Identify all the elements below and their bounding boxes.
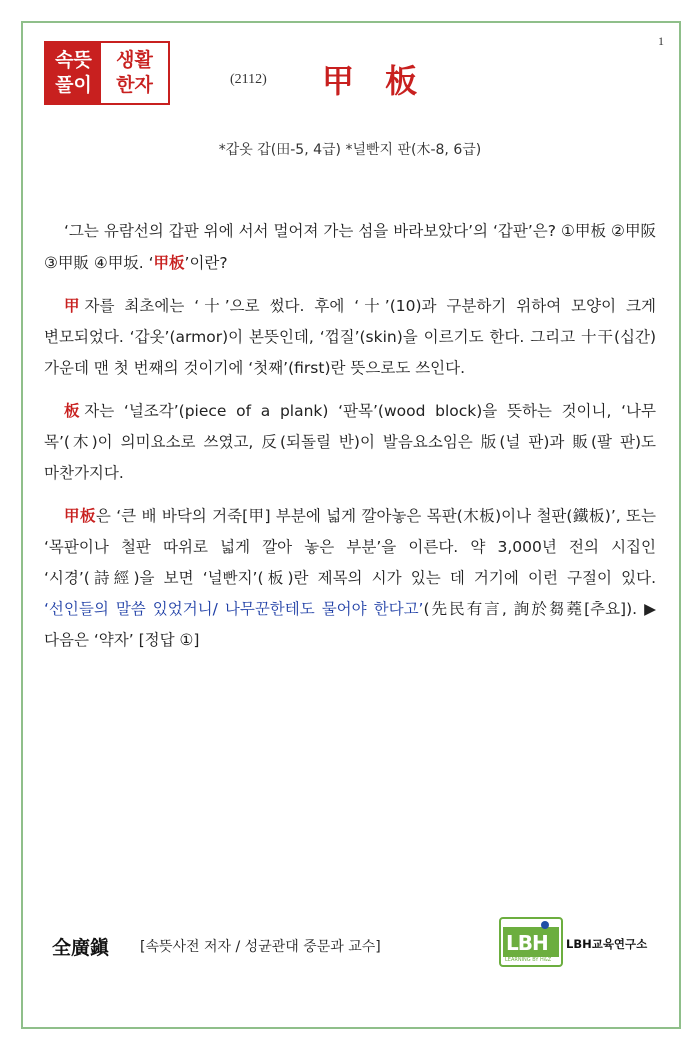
logo-text: 속뜻	[55, 49, 92, 71]
author-name: 全廣鎭	[52, 937, 110, 959]
paragraph-text: ‘그는 유람선의 갑판 위에 서서 멀어져 가는 섬을 바라보았다’의 ‘갑판’은? ①甲板 ②甲阪 ③甲販 ④甲坂. ‘	[44, 222, 656, 272]
lbh-logo-tagline: LEARNING BY H&Z	[505, 957, 552, 963]
logo-left-block	[46, 43, 101, 103]
paragraph-gap	[44, 290, 656, 384]
character-info: *갑옷 갑(田-5, 4급) *널빤지 판(木-8, 6급)	[218, 142, 482, 158]
logo-text: 한자	[116, 74, 153, 96]
paragraph-text: 자는 ‘널조각’(piece of a plank) ‘판목’(wood block)을 뜻하는 것이니, ‘나무 목’(木)이 의미요소로 쓰였고, 反(되돌릴 반)이 발음요소임은 版(널 판)과 販(팔 판)도 마찬가지다.	[44, 402, 656, 482]
lbh-logo-text: LBH	[506, 931, 548, 955]
article-body	[44, 216, 656, 667]
series-logo	[44, 41, 170, 105]
lbh-logo	[499, 917, 563, 967]
paragraph-gappan	[44, 500, 656, 656]
paragraph-pan	[44, 395, 656, 489]
poem-quote: ‘선인들의 말씀 있었거니/ 나무꾼한테도 물어야 한다고’	[44, 600, 424, 618]
author-credit: [속뜻사전 저자 / 성균관대 중문과 교수]	[140, 939, 381, 955]
highlight-term: 甲	[64, 296, 85, 315]
paragraph-question	[44, 216, 656, 279]
highlight-term: 甲板	[153, 253, 185, 272]
article-code: (2112)	[230, 72, 267, 87]
page-number: 1	[658, 34, 664, 48]
logo-text: 생활	[116, 49, 153, 71]
logo-text: 풀이	[55, 74, 92, 96]
paragraph-text: 은 ‘큰 배 바닥의 거죽[甲] 부분에 넓게 깔아놓은 목판(木板)이나 철판(鐵板)’, 또는 ‘목판이나 철판 따위로 넓게 깔아 놓은 부분’을 이른다. 약 3,000년 전의 시집인 ‘시경’(詩經)을 보면 ‘널빤지’(板)란 제목의 시가 있는 데 거기에 이런 구절이 있다.	[44, 507, 656, 587]
paragraph-text: 자를 최초에는 ‘十’으로 썼다. 후에 ‘十’(10)과 구분하기 위하여 모양이 크게 변모되었다. ‘갑옷’(armor)이 본뜻인데, ‘껍질’(skin)을 이르기도 한다. 그리고 十干(십간) 가운데 맨 첫 번째의 것이기에 ‘첫째’(first)란 뜻으로도 쓰인다.	[44, 297, 656, 377]
page-title: 甲 板	[322, 62, 428, 100]
logo-right-block	[101, 43, 168, 103]
paragraph-text: ’이란?	[184, 254, 228, 272]
paragraph-text: (先民有言, 詢於芻蕘[추요]). ▶ 다음은 ‘약자’ [정답 ①]	[44, 600, 656, 649]
highlight-term: 板	[64, 401, 85, 420]
institute-name: LBH교육연구소	[566, 937, 648, 951]
highlight-term: 甲板	[64, 506, 96, 525]
lbh-logo-dot	[541, 921, 549, 929]
